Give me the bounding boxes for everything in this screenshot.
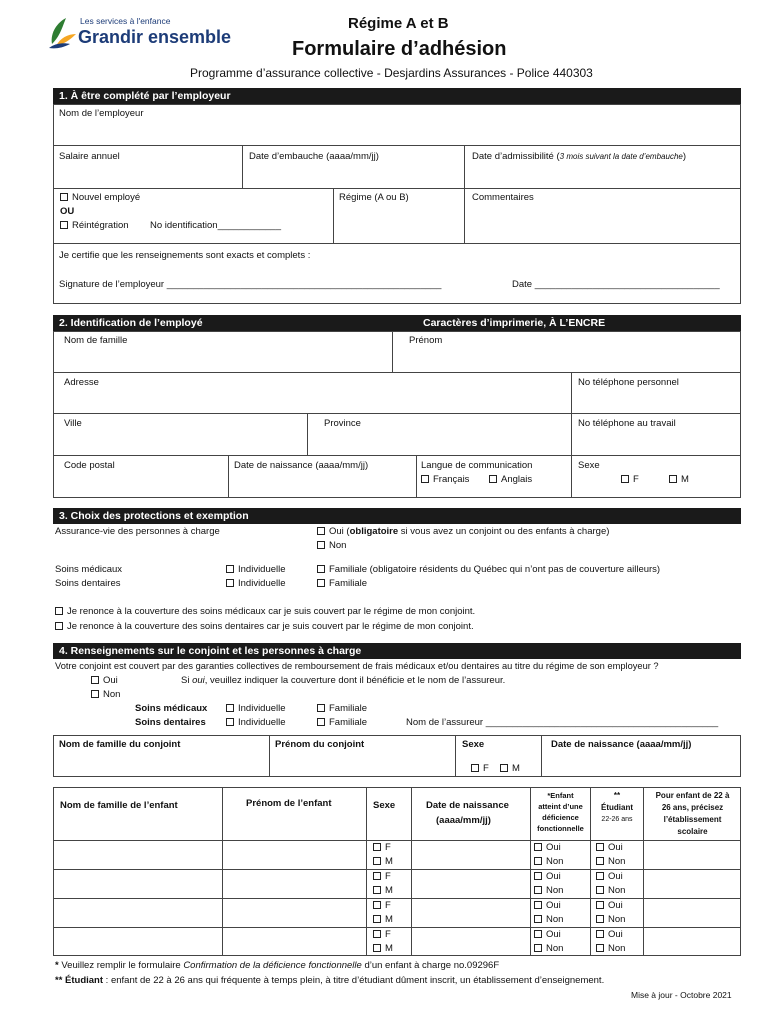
checkbox[interactable]: [534, 857, 542, 865]
spouse-sex-m-option[interactable]: M: [500, 763, 520, 774]
checkbox[interactable]: [91, 690, 99, 698]
child-disability-no-option[interactable]: Non: [534, 943, 563, 954]
checkbox[interactable]: [373, 886, 381, 894]
child-sex-f-option[interactable]: F: [373, 871, 391, 882]
checkbox[interactable]: [596, 872, 604, 880]
spouse-dent-family-option[interactable]: Familiale: [317, 717, 367, 728]
spouse-first-name-header: Prénom du conjoint: [275, 739, 365, 750]
child-disability-no-option[interactable]: Non: [534, 856, 563, 867]
logo-tagline: Les services à l'enfance: [80, 16, 171, 26]
language-label: Langue de communication: [421, 460, 533, 471]
checkbox[interactable]: [317, 704, 325, 712]
checkbox[interactable]: [596, 944, 604, 952]
spouse-yes-option[interactable]: Oui: [91, 675, 118, 686]
salary-label: Salaire annuel: [59, 151, 120, 162]
section4-bar: 4. Renseignements sur le conjoint et les personnes à charge: [53, 643, 741, 659]
checkbox[interactable]: [55, 622, 63, 630]
footnote-student: ** Étudiant : enfant de 22 à 26 ans qui fréquente à temps plein, à titre d’étudiant dûment inscrit, un établissement d’enseignement.: [55, 975, 605, 986]
checkbox[interactable]: [534, 915, 542, 923]
regime-label: Régime (A ou B): [339, 192, 409, 203]
medical-care-label: Soins médicaux: [55, 564, 123, 575]
spouse-birth-header: Date de naissance (aaaa/mm/jj): [551, 739, 692, 750]
spouse-sex-f-option[interactable]: F: [471, 763, 489, 774]
checkbox[interactable]: [596, 915, 604, 923]
english-option[interactable]: Anglais: [489, 474, 532, 485]
employer-signature-line[interactable]: Signature de l’employeur ____________________________________________________: [59, 279, 442, 290]
checkbox[interactable]: [421, 475, 429, 483]
sex-label: Sexe: [578, 460, 600, 471]
page-subtitle: Programme d’assurance collective - Desjardins Assurances - Police 440303: [190, 66, 593, 80]
first-name-label: Prénom: [409, 335, 443, 346]
update-date: Mise à jour - Octobre 2021: [631, 990, 732, 1000]
checkbox[interactable]: [317, 527, 325, 535]
spouse-dent-indiv-option[interactable]: Individuelle: [226, 717, 286, 728]
medical-individual-option[interactable]: Individuelle: [226, 564, 286, 575]
child-student-yes-option[interactable]: Oui: [596, 900, 623, 911]
spouse-last-name-header: Nom de famille du conjoint: [59, 739, 181, 750]
checkbox[interactable]: [317, 718, 325, 726]
checkbox[interactable]: [534, 872, 542, 880]
waive-dental-option[interactable]: Je renonce à la couverture des soins dentaires car je suis couvert par le régime de mon conjoint.: [55, 621, 474, 632]
medical-family-option[interactable]: Familiale (obligatoire résidents du Québec qui n’ont pas de couverture ailleurs): [317, 564, 660, 575]
last-name-label: Nom de famille: [64, 335, 128, 346]
eligibility-date-label: Date d’admissibilité (3 mois suivant la date d’embauche): [472, 151, 687, 162]
section1-bar: 1. À être complété par l’employeur: [53, 88, 741, 104]
checkbox[interactable]: [534, 886, 542, 894]
child-student-no-option[interactable]: Non: [596, 856, 625, 867]
checkbox[interactable]: [596, 930, 604, 938]
section2-box: [53, 331, 741, 498]
checkbox[interactable]: [373, 872, 381, 880]
checkbox[interactable]: [669, 475, 677, 483]
child-birth-format: (aaaa/mm/jj): [436, 815, 491, 826]
checkbox[interactable]: [60, 193, 68, 201]
hire-date-label: Date d’embauche (aaaa/mm/jj): [249, 151, 379, 162]
spouse-dental-label: Soins dentaires: [135, 717, 206, 728]
checkbox[interactable]: [373, 930, 381, 938]
postal-code-label: Code postal: [64, 460, 115, 471]
id-number-field[interactable]: No identification____________: [150, 220, 281, 231]
spouse-med-indiv-option[interactable]: Individuelle: [226, 703, 286, 714]
child-disability-no-option[interactable]: Non: [534, 885, 563, 896]
checkbox[interactable]: [373, 857, 381, 865]
dental-care-label: Soins dentaires: [55, 578, 121, 589]
child-disability-yes-option[interactable]: Oui: [534, 929, 561, 940]
checkbox[interactable]: [226, 565, 234, 573]
checkbox[interactable]: [596, 857, 604, 865]
child-student-yes-option[interactable]: Oui: [596, 929, 623, 940]
spouse-coverage-question: Votre conjoint est couvert par des garanties collectives de remboursement de frais médicaux et/ou dentaires au titre du régime de son employeur ?: [55, 661, 659, 671]
section2-bar: 2. Identification de l’employé Caractères d’imprimerie, À L’ENCRE: [53, 315, 741, 331]
child-disability-header: *Enfant atteint d’une déficience fonctionnelle: [537, 791, 584, 833]
city-label: Ville: [64, 418, 82, 429]
reinstatement-option[interactable]: Réintégration: [60, 220, 129, 231]
checkbox[interactable]: [60, 221, 68, 229]
logo-name: Grandir ensemble: [78, 27, 232, 47]
employer-date-line[interactable]: Date ___________________________________: [512, 279, 720, 290]
child-student-yes-option[interactable]: Oui: [596, 842, 623, 853]
checkbox[interactable]: [226, 579, 234, 587]
checkbox[interactable]: [373, 915, 381, 923]
new-employee-option[interactable]: Nouvel employé: [60, 192, 140, 203]
checkbox[interactable]: [534, 843, 542, 851]
spouse-med-family-option[interactable]: Familiale: [317, 703, 367, 714]
leaf-logo-icon: [46, 14, 80, 50]
child-sex-m-option[interactable]: M: [373, 914, 393, 925]
spouse-yes-instructions: Si oui, veuillez indiquer la couverture dont il bénéficie et le nom de l’assureur.: [181, 675, 506, 686]
regime-heading: Régime A et B: [348, 15, 449, 32]
checkbox[interactable]: [596, 901, 604, 909]
checkbox[interactable]: [317, 579, 325, 587]
child-sex-f-option[interactable]: F: [373, 929, 391, 940]
work-phone-label: No téléphone au travail: [578, 418, 676, 429]
child-sex-f-option[interactable]: F: [373, 900, 391, 911]
checkbox[interactable]: [317, 565, 325, 573]
checkbox[interactable]: [621, 475, 629, 483]
child-school-header: Pour enfant de 22 à 26 ans, précisez l’établissement scolaire: [655, 791, 730, 836]
sex-f-option[interactable]: F: [621, 474, 639, 485]
spouse-sex-header: Sexe: [462, 739, 485, 750]
checkbox[interactable]: [500, 764, 508, 772]
birth-date-label: Date de naissance (aaaa/mm/jj): [234, 460, 369, 471]
employer-name-field[interactable]: [54, 118, 740, 144]
sex-m-option[interactable]: M: [669, 474, 689, 485]
checkbox[interactable]: [91, 676, 99, 684]
footnote-disability: * Veuillez remplir le formulaire Confirmation de la déficience fonctionnelle d’un enfant à charge no.09296F: [55, 960, 500, 971]
checkbox[interactable]: [471, 764, 479, 772]
child-student-yes-option[interactable]: Oui: [596, 871, 623, 882]
child-sex-header: Sexe: [373, 800, 396, 811]
child-student-no-option[interactable]: Non: [596, 914, 625, 925]
province-label: Province: [324, 418, 361, 429]
child-sex-m-option[interactable]: M: [373, 943, 393, 954]
employer-name-label: Nom de l’employeur: [59, 108, 144, 119]
checkbox[interactable]: [534, 930, 542, 938]
child-birth-header: Date de naissance: [426, 800, 509, 811]
checkbox[interactable]: [534, 944, 542, 952]
checkbox[interactable]: [596, 886, 604, 894]
checkbox[interactable]: [596, 843, 604, 851]
checkbox[interactable]: [534, 901, 542, 909]
spouse-medical-label: Soins médicaux: [135, 703, 208, 714]
dental-individual-option[interactable]: Individuelle: [226, 578, 286, 589]
checkbox[interactable]: [373, 843, 381, 851]
checkbox[interactable]: [373, 901, 381, 909]
child-last-name-header: Nom de famille de l’enfant: [60, 800, 178, 811]
comments-label: Commentaires: [472, 192, 534, 203]
child-disability-yes-option[interactable]: Oui: [534, 900, 561, 911]
insurer-name-field[interactable]: Nom de l’assureur ____________________________________________: [406, 717, 719, 728]
certification-text: Je certifie que les renseignements sont exacts et complets :: [59, 250, 311, 261]
spouse-no-option[interactable]: Non: [91, 689, 120, 700]
page-title: Formulaire d’adhésion: [292, 38, 507, 60]
address-label: Adresse: [64, 377, 99, 388]
checkbox[interactable]: [55, 607, 63, 615]
life-yes-option[interactable]: Oui (obligatoire si vous avez un conjoint ou des enfants à charge): [317, 526, 609, 537]
child-student-no-option[interactable]: Non: [596, 885, 625, 896]
child-sex-m-option[interactable]: M: [373, 856, 393, 867]
checkbox[interactable]: [489, 475, 497, 483]
or-label: OU: [60, 206, 75, 217]
logo: [46, 14, 232, 54]
child-disability-yes-option[interactable]: Oui: [534, 842, 561, 853]
life-no-option[interactable]: Non: [317, 540, 346, 551]
dental-family-option[interactable]: Familiale: [317, 578, 367, 589]
child-disability-yes-option[interactable]: Oui: [534, 871, 561, 882]
checkbox[interactable]: [317, 541, 325, 549]
life-insurance-label: Assurance-vie des personnes à charge: [55, 526, 220, 537]
checkbox[interactable]: [226, 718, 234, 726]
waive-medical-option[interactable]: Je renonce à la couverture des soins médicaux car je suis couvert par le régime de mon conjoint.: [55, 606, 475, 617]
section3-bar: 3. Choix des protections et exemption: [53, 508, 741, 524]
child-sex-f-option[interactable]: F: [373, 842, 391, 853]
child-first-name-header: Prénom de l’enfant: [246, 798, 332, 809]
child-student-header: ** Étudiant 22-26 ans: [601, 791, 633, 823]
checkbox[interactable]: [373, 944, 381, 952]
personal-phone-label: No téléphone personnel: [578, 377, 679, 388]
child-sex-m-option[interactable]: M: [373, 885, 393, 896]
child-student-no-option[interactable]: Non: [596, 943, 625, 954]
french-option[interactable]: Français: [421, 474, 469, 485]
child-disability-no-option[interactable]: Non: [534, 914, 563, 925]
checkbox[interactable]: [226, 704, 234, 712]
